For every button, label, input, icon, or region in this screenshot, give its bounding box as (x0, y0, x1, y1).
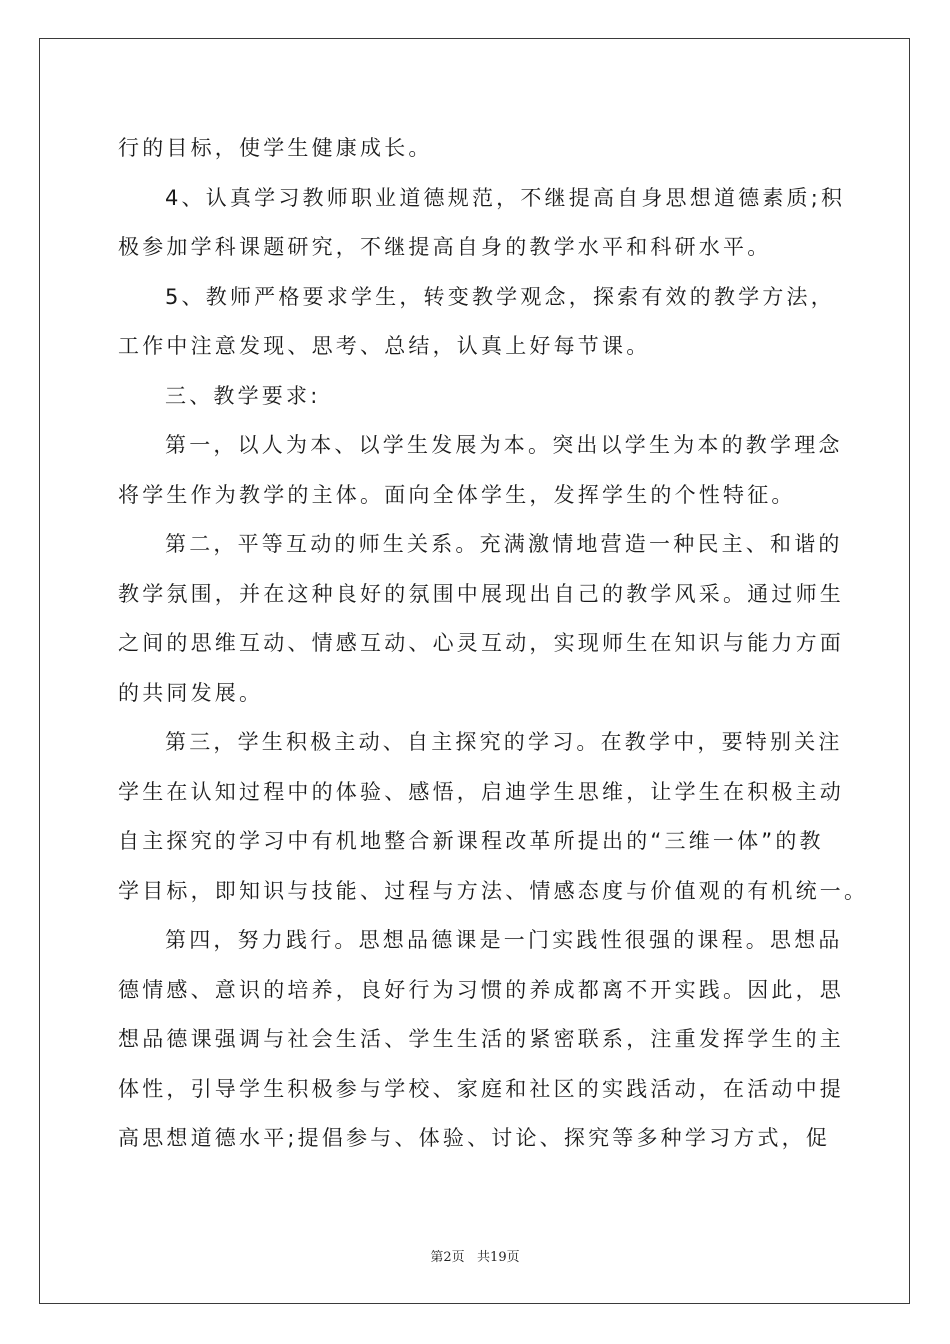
text-line: 体性，引导学生积极参与学校、家庭和社区的实践活动，在活动中提 (118, 1076, 844, 1101)
text-line: 第一，以人为本、以学生发展为本。突出以学生为本的教学理念 (165, 433, 843, 457)
text-line: 第四，努力践行。思想品德课是一门实践性很强的课程。思想品 (165, 928, 843, 952)
text-line: 将学生作为教学的主体。面向全体学生，发挥学生的个性特征。 (118, 482, 796, 507)
text-line: 之间的思维互动、情感互动、心灵互动，实现师生在知识与能力方面 (118, 631, 844, 655)
text-line: 德情感、意识的培养，良好行为习惯的养成都离不开实践。因此，思 (118, 977, 844, 1002)
text-line: 4、认真学习教师职业道德规范，不继提高自身思想道德素质;积 (165, 185, 846, 210)
text-line: 5、教师严格要求学生，转变教学观念，探索有效的教学方法， (165, 284, 835, 309)
text-line: 学生在认知过程中的体验、感悟，启迪学生思维，让学生在积极主动 (118, 779, 844, 804)
text-line: 自主探究的学习中有机地整合新课程改革所提出的“三维一体”的教 (118, 829, 824, 853)
text-line: 第三，学生积极主动、自主探究的学习。在教学中，要特别关注 (165, 730, 843, 754)
text-line: 第二，平等互动的师生关系。充满激情地营造一种民主、和谐的 (165, 532, 843, 556)
text-line: 教学氛围，并在这种良好的氛围中展现出自己的教学风采。通过师生 (118, 581, 844, 606)
text-line: 行的目标，使学生健康成长。 (118, 136, 433, 160)
text-line: 极参加学科课题研究，不继提高自身的教学水平和科研水平。 (118, 235, 772, 259)
text-line: 工作中注意发现、思考、总结，认真上好每节课。 (118, 334, 651, 358)
text-line: 想品德课强调与社会生活、学生生活的紧密联系，注重发挥学生的主 (118, 1027, 844, 1051)
text-line: 学目标，即知识与技能、过程与方法、情感态度与价值观的有机统一。 (118, 878, 869, 903)
text-line: 高思想道德水平;提倡参与、体验、讨论、探究等多种学习方式，促 (118, 1126, 831, 1150)
page-number-footer: 第2页 共19页 (430, 1250, 520, 1265)
document-body (118, 124, 869, 1164)
text-line: 的共同发展。 (118, 680, 264, 705)
section-heading: 三、教学要求: (165, 383, 321, 408)
